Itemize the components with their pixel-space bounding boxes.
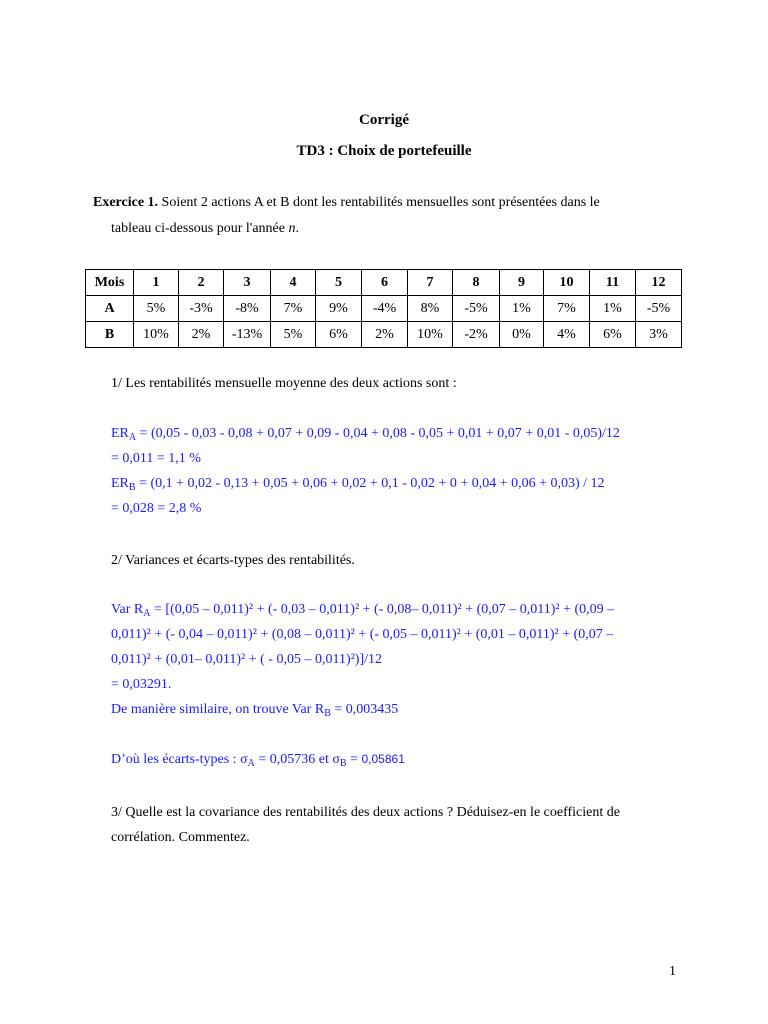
- page-number: 1: [669, 964, 676, 979]
- table-cell: 10%: [134, 322, 179, 348]
- table-cell: 5%: [271, 322, 316, 348]
- std-label: D’où les écarts-types :: [111, 752, 241, 767]
- page-title: Corrigé: [359, 112, 409, 128]
- table-header-cell: 12: [636, 270, 682, 296]
- sigma-symbol: σ: [332, 752, 340, 767]
- intro-text: tableau ci-dessous pour l'année: [111, 221, 289, 236]
- std-devs: [111, 752, 405, 768]
- table-header-cell: 11: [590, 270, 636, 296]
- era-result: = 0,011 = 1,1 %: [111, 451, 201, 466]
- table-cell: 5%: [134, 296, 179, 322]
- table-cell: -5%: [453, 296, 500, 322]
- table-cell: 4%: [544, 322, 590, 348]
- table-cell: -13%: [224, 322, 271, 348]
- table-cell: -4%: [362, 296, 408, 322]
- era-expression: = (0,05 - 0,03 - 0,08 + 0,07 + 0,09 - 0,04 + 0,08 - 0,05 + 0,01 + 0,07 + 0,01 - 0,05)/12: [136, 426, 620, 441]
- variance-line-2: 0,011)² + (- 0,04 – 0,011)² + (0,08 – 0,011)² + (- 0,05 – 0,011)² + (0,01 – 0,011)² + (0,07 –: [111, 627, 614, 642]
- std-a-value: = 0,05736 et: [254, 752, 333, 767]
- table-header-cell: 10: [544, 270, 590, 296]
- std-a-subscript: A: [247, 758, 255, 769]
- page-subtitle: TD3 : Choix de portefeuille: [296, 143, 472, 159]
- erb-expression: = (0,1 + 0,02 - 0,13 + 0,05 + 0,06 + 0,02 + 0,1 - 0,02 + 0 + 0,04 + 0,06 + 0,03) / 12: [135, 476, 605, 491]
- table-header-cell: 9: [500, 270, 544, 296]
- var-b-value: = 0,003435: [330, 702, 399, 717]
- var-label: Var R: [111, 602, 144, 617]
- std-b-subscript: B: [339, 758, 347, 769]
- var-expression-1: = [(0,05 – 0,011)² + (- 0,03 – 0,011)² + (- 0,08– 0,011)² + (0,07 – 0,011)² + (0,09 –: [150, 602, 615, 617]
- table-cell: 10%: [408, 322, 453, 348]
- table-cell: -5%: [636, 296, 682, 322]
- table-header-cell: 8: [453, 270, 500, 296]
- intro-period: .: [295, 221, 299, 236]
- table-cell: -2%: [453, 322, 500, 348]
- table-cell: 1%: [500, 296, 544, 322]
- table-cell: -8%: [224, 296, 271, 322]
- erb-formula: [111, 476, 605, 492]
- table-header-row: [86, 270, 682, 296]
- exercise-label: Exercice 1.: [93, 195, 159, 210]
- erb-result: = 0,028 = 2,8 %: [111, 501, 202, 516]
- exercise-intro-text: Soient 2 actions A et B dont les rentabilités mensuelles sont présentées dans le: [158, 195, 600, 210]
- var-b-subscript: B: [324, 708, 331, 719]
- question-3-line-1: 3/ Quelle est la covariance des rentabilités des deux actions ? Déduisez-en le coefficient de: [111, 805, 620, 820]
- std-b-equals: =: [346, 752, 362, 767]
- table-cell: 6%: [590, 322, 636, 348]
- year-variable: n: [288, 221, 296, 236]
- var-subscript: A: [143, 608, 151, 619]
- table-cell: 6%: [316, 322, 362, 348]
- exercise-intro-line2: [111, 221, 299, 237]
- table-cell: 0%: [500, 322, 544, 348]
- table-row-b: [86, 322, 682, 348]
- erb-subscript: B: [128, 482, 136, 493]
- table-cell: 1%: [590, 296, 636, 322]
- question-2: 2/ Variances et écarts-types des rentabilités.: [111, 553, 355, 568]
- variance-line-1: [111, 602, 614, 618]
- returns-table: [85, 269, 682, 348]
- table-header-cell: 1: [134, 270, 179, 296]
- exercise-intro-line1: [93, 195, 600, 211]
- era-formula: [111, 426, 620, 442]
- std-b-value: 0,05861: [361, 752, 405, 766]
- sigma-symbol: σ: [240, 752, 248, 767]
- table-row-label: A: [86, 296, 134, 322]
- table-cell: 2%: [179, 322, 224, 348]
- question-1: 1/ Les rentabilités mensuelle moyenne des deux actions sont :: [111, 376, 457, 391]
- table-cell: 9%: [316, 296, 362, 322]
- variance-result: = 0,03291.: [111, 677, 172, 692]
- var-b-label: De manière similaire, on trouve Var R: [111, 702, 325, 717]
- table-row-label: B: [86, 322, 134, 348]
- table-cell: 7%: [271, 296, 316, 322]
- table-header-cell: 3: [224, 270, 271, 296]
- table-cell: -3%: [179, 296, 224, 322]
- table-header-cell: 7: [408, 270, 453, 296]
- table-header-cell: 5: [316, 270, 362, 296]
- erb-label: ER: [111, 476, 129, 491]
- table-cell: 2%: [362, 322, 408, 348]
- table-header-cell: 6: [362, 270, 408, 296]
- era-label: ER: [111, 426, 129, 441]
- table-row-a: [86, 296, 682, 322]
- table-header-cell: 4: [271, 270, 316, 296]
- variance-b: [111, 702, 398, 718]
- table-header-cell: 2: [179, 270, 224, 296]
- table-cell: 3%: [636, 322, 682, 348]
- table-cell: 7%: [544, 296, 590, 322]
- question-3-line-2: corrélation. Commentez.: [111, 830, 250, 845]
- variance-line-3: 0,011)² + (0,01– 0,011)² + ( - 0,05 – 0,011)²)]/12: [111, 652, 383, 667]
- table-cell: 8%: [408, 296, 453, 322]
- era-subscript: A: [128, 432, 137, 443]
- table-header-cell: Mois: [86, 270, 134, 296]
